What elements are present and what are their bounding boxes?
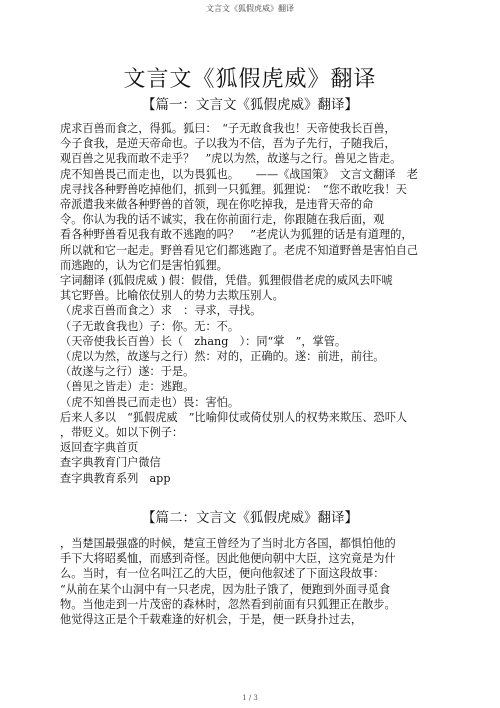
text-line: （故遂与之行）遂：于是。: [60, 365, 195, 379]
running-header: 文言文《狐假虎威》翻译: [206, 4, 294, 13]
text-line: “从前在某个山洞中有一只老虎，因为肚子饿了，便跑到外面寻觅食: [60, 582, 391, 596]
text-line: 其它野兽。比喻依仗别人的势力去欺压别人。: [60, 289, 284, 303]
text-line: 看各种野兽看见我有敢不逃跑的吗？ ”老虎认为狐狸的话是有道理的，: [60, 228, 413, 242]
text-line: 所以就和它一起走。野兽看见它们都逃跑了。老虎不知道野兽是害怕自己: [60, 243, 419, 257]
text-line: 查字典教育系列 app: [60, 471, 171, 485]
document-title: 文言文《狐假虎威》翻译: [123, 67, 377, 92]
text-line: 而逃跑的，认为它们是害怕狐狸。: [60, 258, 228, 272]
text-line: （子无敢食我也）子：你。无：不。: [60, 319, 240, 333]
text-line: （虎以为然，故遂与之行）然：对的，正确的。遂：前进，前往。: [60, 350, 385, 364]
text-line: 帝派遣我来做各种野兽的首领，现在你吃掉我，是违背天帝的命: [60, 198, 374, 212]
text-line: （虎不知兽畏己而走也）畏：害怕。: [60, 395, 240, 409]
text-line: 令。你认为我的话不诚实，我在你前面行走，你跟随在我后面，观: [60, 213, 385, 227]
page-number: 1 / 3: [242, 694, 258, 702]
text-line: 么。当时，有一位名叫江乙的大臣，便向他叙述了下面这段故事：: [60, 567, 385, 581]
text-line: 观百兽之见我而敢不走乎？ ”虎以为然，故遂与之行。兽见之皆走。: [60, 152, 402, 166]
section-heading-2: 【篇二：文言文《狐假虎威》翻译】: [142, 510, 358, 526]
text-line: （虎求百兽而食之）求 ：寻求，寻找。: [60, 304, 262, 318]
text-line: 后来人多以 “狐假虎威 ”比喻仰仗或倚仗别人的权势来欺压、恐吓人: [60, 410, 408, 424]
text-line: 字词翻译 (狐假虎威 ) 假：假借，凭借。狐狸假借老虎的威风去吓唬: [60, 274, 393, 288]
text-line: （天帝使我长百兽）长（ zhang ）：同“掌 ”，掌管。: [60, 334, 347, 348]
text-line: ，带贬义。如以下例子：: [60, 426, 184, 440]
text-line: 他觉得这正是个千载难逢的好机会，于是，便一跃身扑过去，: [60, 613, 363, 627]
text-line: 手下大将昭奚恤，而感到奇怪。因此他便向朝中大臣，这究竟是为什: [60, 552, 396, 566]
text-line: 虎求百兽而食之，得狐。狐曰： “子无敢食我也！天帝使我长百兽，: [60, 122, 396, 135]
text-line: ，当楚国最强盛的时候，楚宣王曾经为了当时北方各国，都惧怕他的: [60, 537, 396, 550]
text-line: 虎寻找各种野兽吃掉他们，抓到一只狐狸。狐狸说： “您不敢吃我！天: [60, 182, 407, 196]
text-line: （兽见之皆走）走：逃跑。: [60, 380, 195, 394]
text-line: 物。当他走到一片茂密的森林时，忽然看到前面有只狐狸正在散步。: [60, 597, 396, 611]
section-1-body: [60, 121, 450, 486]
section-heading-1: 【篇一：文言文《狐假虎威》翻译】: [142, 97, 358, 113]
text-line: 查字典教育门户微信: [60, 456, 161, 470]
text-line: 返回查字典首页: [60, 441, 139, 455]
text-line: 今子食我，是逆天帝命也。子以我为不信，吾为子先行，子随我后，: [60, 137, 396, 151]
text-line: 虎不知兽畏己而走也，以为畏狐也。 ——《战国策》 文言文翻译 老: [60, 167, 418, 181]
section-2-body: [60, 536, 450, 627]
